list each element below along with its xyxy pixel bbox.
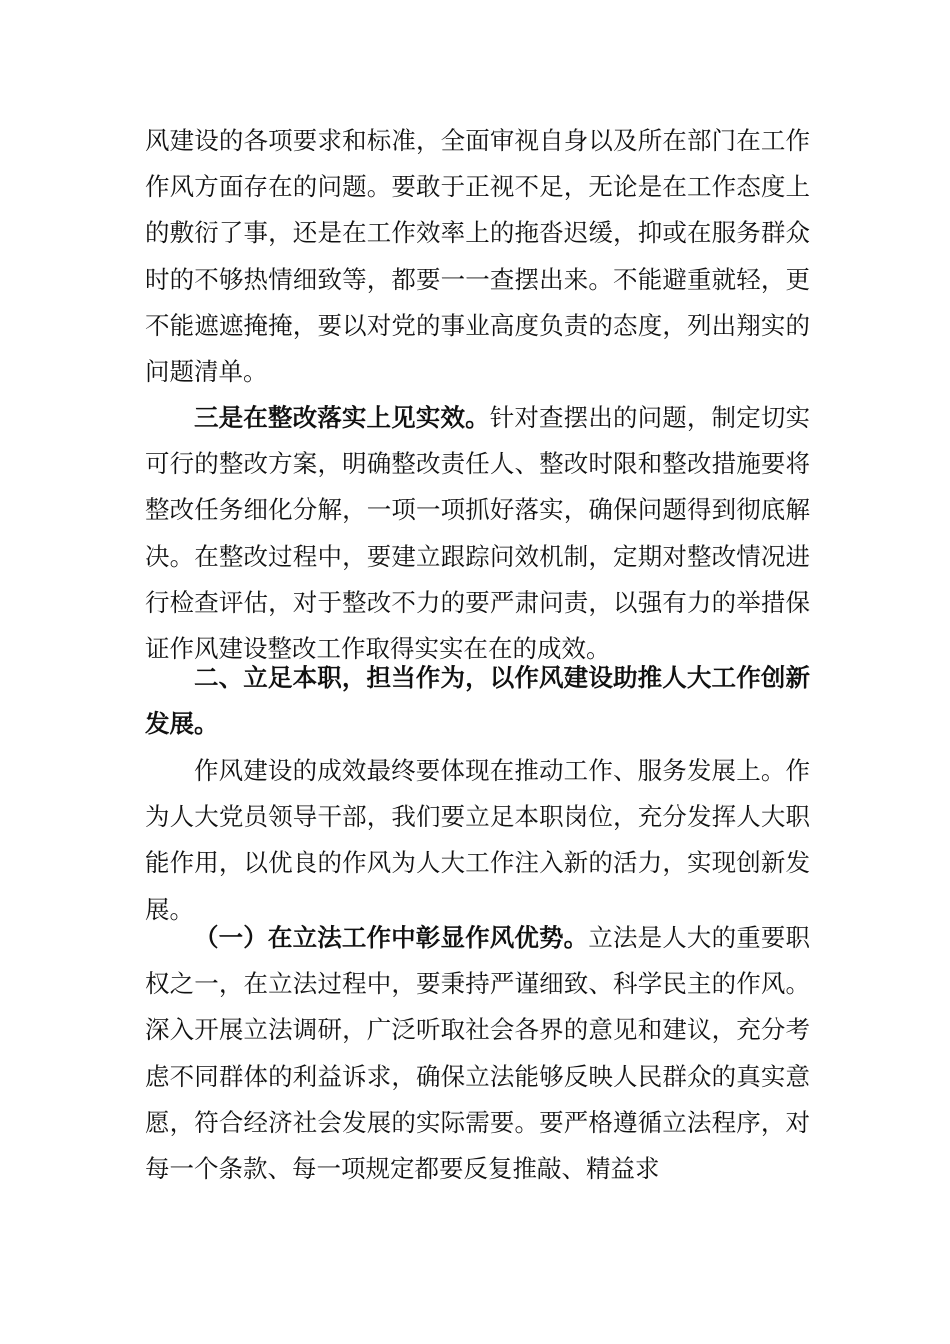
paragraph-5-text: 立法是人大的重要职权之一，在立法过程中，要秉持严谨细致、科学民主的作风。深入开展立法调研，广泛听取社会各界的意见和建议，充分考虑不同群体的利益诉求，确保立法能够反映人民群众的真实意愿，符合经济社会发展的实际需要。要严格遵循立法程序，对每一个条款、每一项规定都要反复推敲、精益求 [145,923,811,1184]
paragraph-2 [145,395,810,672]
paragraph-5 [145,915,810,1192]
paragraph-4-text: 作风建设的成效最终要体现在推动工作、服务发展上。作为人大党员领导干部，我们要立足本职岗位，充分发挥人大职能作用，以优良的作风为人大工作注入新的活力，实现创新发展。 [145,756,810,924]
paragraph-4 [145,748,810,933]
paragraph-5-lead: （一）在立法工作中彰显作风优势。 [194,923,589,952]
paragraph-2-lead: 三是在整改落实上见实效。 [194,403,490,432]
paragraph-1-text: 风建设的各项要求和标准，全面审视自身以及所在部门在工作作风方面存在的问题。要敢于正视不足，无论是在工作态度上的敷衍了事，还是在工作效率上的拖沓迟缓，抑或在服务群众时的不够热情细致等，都要一一查摆出来。不能避重就轻，更不能遮遮掩掩，要以对党的事业高度负责的态度，列出翔实的问题清单。 [145,126,810,387]
paragraph-2-text: 针对查摆出的问题，制定切实可行的整改方案，明确整改责任人、整改时限和整改措施要将整改任务细化分解，一项一项抓好落实，确保问题得到彻底解决。在整改过程中，要建立跟踪问效机制，定期对整改情况进行检查评估，对于整改不力的要严肃问责，以强有力的举措保证作风建设整改工作取得实实在在的成效。 [145,403,810,664]
paragraph-1 [145,118,810,395]
section-heading: 二、立足本职，担当作为，以作风建设助推人大工作创新发展。 [145,663,810,739]
